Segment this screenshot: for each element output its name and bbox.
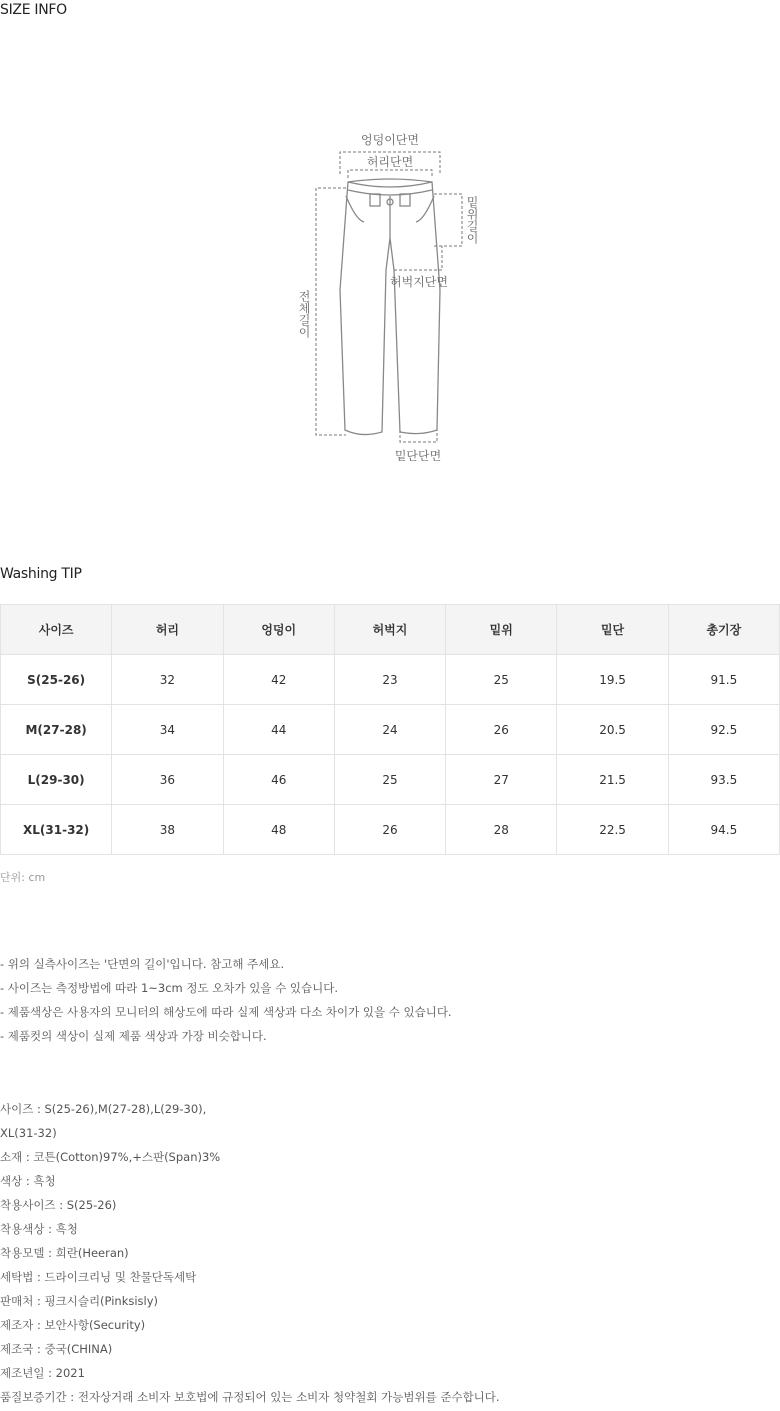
spec-item: 소재 : 코튼(Cotton)97%,+스판(Span)3% — [0, 1150, 221, 1164]
spec-item: 착용색상 : 흑청 — [0, 1222, 78, 1236]
note-item: - 위의 실측사이즈는 '단면의 길이'입니다. 참고해 주세요. — [0, 957, 285, 971]
label-hem: 밑단단면 — [394, 449, 442, 463]
size-cell: S(25-26) — [1, 655, 112, 705]
table-cell: 36 — [112, 755, 223, 805]
spec-item: 사이즈 : S(25-26),M(27-28),L(29-30), — [0, 1102, 207, 1116]
table-row — [1, 805, 780, 855]
size-cell: L(29-30) — [1, 755, 112, 805]
size-table — [0, 604, 780, 855]
table-cell: 23 — [334, 655, 445, 705]
table-cell: 24 — [334, 705, 445, 755]
table-header-row — [1, 605, 780, 655]
table-cell: 46 — [223, 755, 334, 805]
size-cell: M(27-28) — [1, 705, 112, 755]
header-cell: 엉덩이 — [223, 605, 334, 655]
table-cell: 48 — [223, 805, 334, 855]
header-cell: 총기장 — [668, 605, 779, 655]
label-waist: 허리단면 — [366, 155, 414, 169]
header-cell: 밑위 — [446, 605, 557, 655]
table-cell: 44 — [223, 705, 334, 755]
label-total-length: 전체길이 — [297, 290, 311, 338]
notes-list — [0, 956, 452, 1052]
table-cell: 91.5 — [668, 655, 779, 705]
table-cell: 26 — [334, 805, 445, 855]
spec-item: 판매처 : 핑크시슬리(Pinksisly) — [0, 1294, 159, 1308]
note-item: - 제품색상은 사용자의 모니터의 해상도에 따라 실제 색상과 다소 차이가 있을 수 있습니다. — [0, 1005, 452, 1019]
table-cell: 27 — [446, 755, 557, 805]
unit-note: 단위: cm — [0, 871, 46, 884]
table-cell: 34 — [112, 705, 223, 755]
table-cell: 93.5 — [668, 755, 779, 805]
header-cell: 허벅지 — [334, 605, 445, 655]
header-cell: 밑단 — [557, 605, 668, 655]
table-cell: 19.5 — [557, 655, 668, 705]
pants-size-diagram — [290, 130, 490, 465]
table-cell: 42 — [223, 655, 334, 705]
table-cell: 94.5 — [668, 805, 779, 855]
spec-item: XL(31-32) — [0, 1126, 57, 1140]
table-cell: 25 — [334, 755, 445, 805]
spec-item: 제조년일 : 2021 — [0, 1366, 85, 1380]
table-cell: 38 — [112, 805, 223, 855]
product-specs-list — [0, 1101, 500, 1411]
note-item: - 제품컷의 색상이 실제 제품 색상과 가장 비슷합니다. — [0, 1029, 267, 1043]
table-cell: 32 — [112, 655, 223, 705]
table-row — [1, 655, 780, 705]
size-info-title: SIZE INFO — [0, 2, 67, 18]
table-cell: 22.5 — [557, 805, 668, 855]
spec-item: 제조국 : 중국(CHINA) — [0, 1342, 113, 1356]
table-cell: 21.5 — [557, 755, 668, 805]
spec-item: 제조자 : 보안사항(Security) — [0, 1318, 146, 1332]
spec-item: 착용모델 : 희란(Heeran) — [0, 1246, 129, 1260]
header-cell: 사이즈 — [1, 605, 112, 655]
table-row — [1, 755, 780, 805]
spec-item: 착용사이즈 : S(25-26) — [0, 1198, 117, 1212]
table-cell: 28 — [446, 805, 557, 855]
label-hip: 엉덩이단면 — [361, 133, 419, 147]
label-thigh: 허벅지단면 — [390, 275, 448, 289]
pants-outline-icon — [340, 179, 440, 435]
washing-tip-title: Washing TIP — [0, 566, 82, 582]
note-item: - 사이즈는 측정방법에 따라 1~3cm 정도 오차가 있을 수 있습니다. — [0, 981, 339, 995]
size-cell: XL(31-32) — [1, 805, 112, 855]
header-cell: 허리 — [112, 605, 223, 655]
spec-item: 색상 : 흑청 — [0, 1174, 56, 1188]
spec-item: 세탁법 : 드라이크리닝 및 찬물단독세탁 — [0, 1270, 197, 1284]
table-cell: 26 — [446, 705, 557, 755]
table-cell: 92.5 — [668, 705, 779, 755]
table-cell: 25 — [446, 655, 557, 705]
table-row — [1, 705, 780, 755]
table-cell: 20.5 — [557, 705, 668, 755]
label-rise: 밑위길이 — [465, 196, 479, 244]
spec-item: 품질보증기간 : 전자상거래 소비자 보호법에 규정되어 있는 소비자 청약철회 가능범위를 준수합니다. — [0, 1390, 500, 1404]
